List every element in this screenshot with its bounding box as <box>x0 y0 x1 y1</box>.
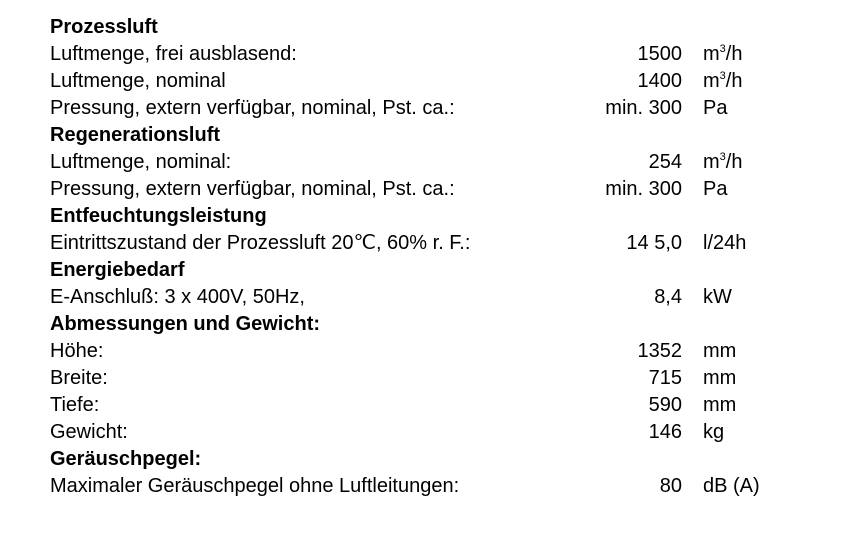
spec-label: Luftmenge, nominal: <box>50 151 232 173</box>
section-heading-label: Entfeuchtungsleistung <box>50 205 267 227</box>
spec-row <box>50 230 810 257</box>
spec-value: 1400 <box>637 70 682 92</box>
spec-label: Eintrittszustand der Prozessluft 20℃, 60% r. F.: <box>50 232 471 254</box>
spec-label: Höhe: <box>50 340 104 362</box>
spec-value: 146 <box>648 421 682 443</box>
section-heading-label: Energiebedarf <box>50 259 185 281</box>
section-heading-entfeuchtungsleistung <box>50 203 810 230</box>
spec-value: 1352 <box>637 340 682 362</box>
spec-label: Breite: <box>50 367 108 389</box>
section-heading-abmessungen <box>50 311 810 338</box>
spec-value: min. 300 <box>605 178 682 200</box>
spec-row <box>50 473 810 500</box>
spec-row <box>50 392 810 419</box>
spec-unit: l/24h <box>703 232 747 254</box>
spec-row <box>50 41 810 68</box>
spec-sheet <box>50 14 810 500</box>
spec-label: Maximaler Geräuschpegel ohne Luftleitungen: <box>50 475 460 497</box>
section-heading-label: Abmessungen und Gewicht: <box>50 313 321 335</box>
spec-row <box>50 284 810 311</box>
spec-label: Gewicht: <box>50 421 128 443</box>
section-heading-label: Regenerationsluft <box>50 124 221 146</box>
spec-label: Pressung, extern verfügbar, nominal, Pst. ca.: <box>50 97 455 119</box>
spec-unit: $m^3/h$ <box>703 43 743 65</box>
spec-row <box>50 338 810 365</box>
spec-unit: mm <box>703 394 737 416</box>
spec-value: 590 <box>648 394 682 416</box>
spec-unit: Pa <box>703 178 728 200</box>
spec-value: 1500 <box>637 43 682 65</box>
spec-unit: mm <box>703 340 737 362</box>
spec-unit: mm <box>703 367 737 389</box>
spec-unit: $m^3/h$ <box>703 70 743 92</box>
spec-unit: $m^3/h$ <box>703 151 743 173</box>
spec-label: Tiefe: <box>50 394 100 416</box>
section-heading-regenerationsluft <box>50 122 810 149</box>
spec-value: 8,4 <box>654 286 682 308</box>
section-heading-energiebedarf <box>50 257 810 284</box>
spec-label: Luftmenge, frei ausblasend: <box>50 43 297 65</box>
spec-unit: dB (A) <box>703 475 760 497</box>
spec-row <box>50 176 810 203</box>
spec-value: 14 5,0 <box>626 232 682 254</box>
section-heading-label: Prozessluft <box>50 16 158 38</box>
spec-unit: kg <box>703 421 725 443</box>
spec-value: min. 300 <box>605 97 682 119</box>
section-heading-prozessluft <box>50 14 810 41</box>
spec-value: 80 <box>659 475 682 497</box>
spec-label: Pressung, extern verfügbar, nominal, Pst. ca.: <box>50 178 455 200</box>
spec-row <box>50 365 810 392</box>
spec-row <box>50 149 810 176</box>
section-heading-label: Geräuschpegel: <box>50 448 202 470</box>
spec-label: E-Anschluß: 3 x 400V, 50Hz, <box>50 286 305 308</box>
spec-unit: Pa <box>703 97 728 119</box>
spec-label: Luftmenge, nominal <box>50 70 226 92</box>
spec-row <box>50 95 810 122</box>
spec-unit: kW <box>703 286 732 308</box>
spec-value: 254 <box>648 151 682 173</box>
spec-row <box>50 68 810 95</box>
section-heading-geraeuschpegel <box>50 446 810 473</box>
spec-value: 715 <box>648 367 682 389</box>
spec-row <box>50 419 810 446</box>
